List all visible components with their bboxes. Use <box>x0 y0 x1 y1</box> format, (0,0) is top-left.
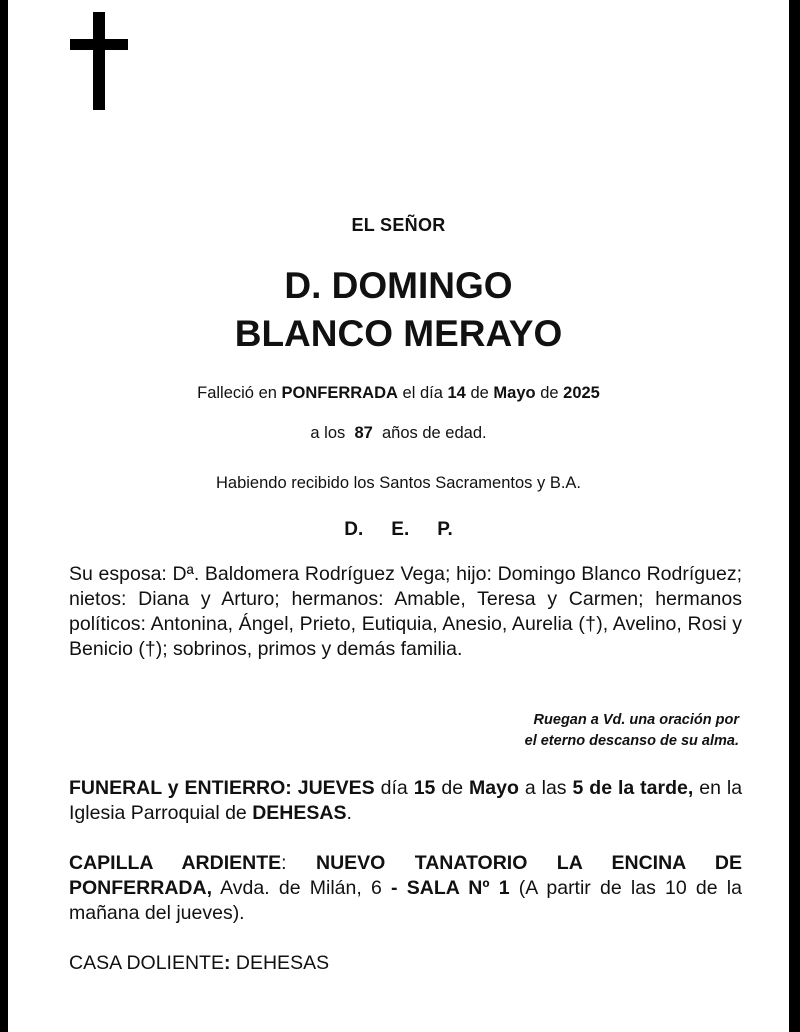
chapel-venue: NUEVO TANATORIO LA ENCINA DE PONFERRADA, <box>69 852 743 899</box>
funeral-month: Mayo <box>469 777 519 799</box>
obituary-card <box>8 0 789 1032</box>
house-info: CASA DOLIENTE: DEHESAS <box>69 952 330 974</box>
death-info: Falleció en PONFERRADA el día 14 de Mayo de 2025 <box>197 384 600 402</box>
funeral-label: FUNERAL y ENTIERRO: <box>69 777 292 799</box>
sacraments-text: Habiendo recibido los Santos Sacramentos y B.A. <box>215 474 582 492</box>
name-line-1: D. DOMINGO <box>284 265 513 306</box>
chapel-room: SALA Nº 1 <box>406 877 510 899</box>
age-info: a los 87 años de edad. <box>310 424 487 442</box>
name-line-2: BLANCO MERAYO <box>234 313 563 354</box>
dep-abbreviation: D. E. P. <box>344 519 453 540</box>
death-month: Mayo <box>493 384 536 402</box>
age-years: 87 <box>354 424 373 442</box>
chapel-label: CAPILLA ARDIENTE <box>69 852 282 874</box>
cross-icon <box>70 12 128 110</box>
house-place: DEHESAS <box>235 952 330 974</box>
chapel-address: Avda. de Milán, 6 <box>220 877 382 899</box>
funeral-place: DEHESAS <box>252 802 347 824</box>
funeral-weekday: JUEVES <box>297 777 375 799</box>
chapel-note: (A partir de las 10 de la mañana del jueves). <box>69 877 742 924</box>
honorific: EL SEÑOR <box>351 215 446 235</box>
house-label: CASA DOLIENTE <box>69 952 224 974</box>
funeral-info: FUNERAL y ENTIERRO: JUEVES día 15 de Mayo a las 5 de la tarde, en la Iglesia Parroquial de DEHESAS. <box>69 777 743 824</box>
prayer-text: Ruegan a Vd. una oración por el eterno descanso de su alma. <box>524 712 739 749</box>
deceased-name <box>8 262 789 358</box>
funeral-day: 15 <box>413 777 436 799</box>
funeral-time: 5 de la tarde, <box>572 777 694 799</box>
death-day: 14 <box>447 384 466 402</box>
death-year: 2025 <box>563 384 600 402</box>
chapel-info: CAPILLA ARDIENTE: NUEVO TANATORIO LA ENCINA DE PONFERRADA, Avda. de Milán, 6 - SALA Nº 1 (A partir de las 10 de la mañana del jueves). <box>69 852 743 924</box>
family-text: Su esposa: Dª. Baldomera Rodríguez Vega; hijo: Domingo Blanco Rodríguez; nietos: Diana y Arturo; hermanos: Amable, Teresa y Carmen; hermanos políticos: Antonina, Ángel, Prieto, Eutiquia, Anesio, Aurelia (†), Avelino, Rosi y Benicio (†); sobrinos, primos y demás familia. <box>69 563 742 660</box>
death-place: PONFERRADA <box>281 384 398 402</box>
